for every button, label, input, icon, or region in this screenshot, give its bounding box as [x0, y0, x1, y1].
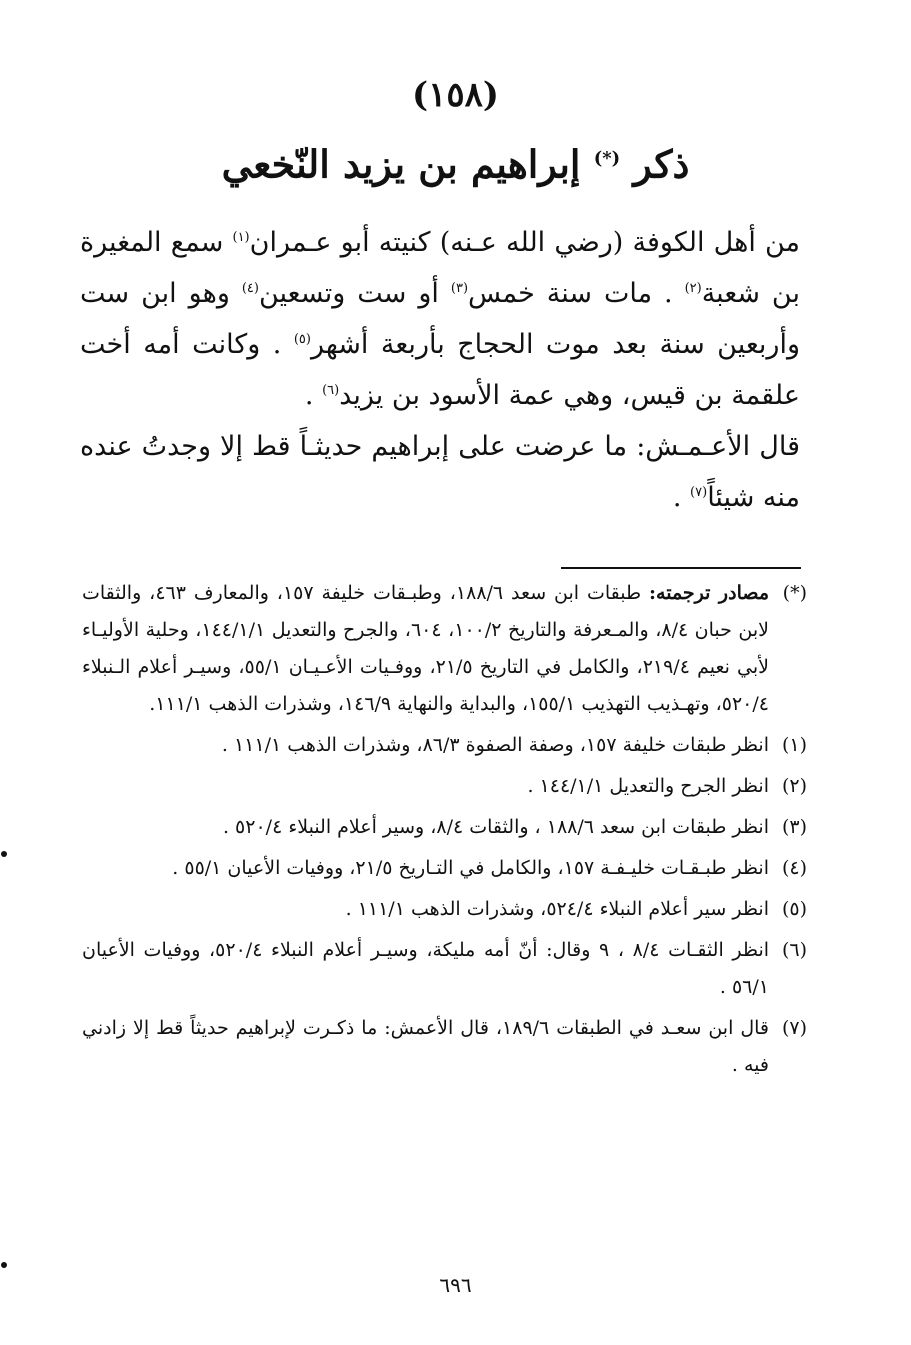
text-run: . وكانت أمه أخت علقمة بن قيس، وهي عمة الأسود بن يزيد: [80, 329, 800, 411]
chapter-number: (١٥٨): [412, 75, 499, 115]
footnote-number: (٦): [781, 939, 807, 961]
text-run: . مات سنة خمس: [468, 278, 685, 309]
footnote-ref-6: (٦): [322, 383, 340, 398]
footnote-text: انظر الثقـات ٨/٤ ، ٩ وقال: أنّ أمه مليكة، وسيـر أعلام النبلاء ٥٢٠/٤، ووفيات الأعيان ٥٦/١ .: [82, 939, 770, 998]
footnote-number: (٤): [781, 857, 807, 879]
footnote-label: مصادر ترجمته:: [649, 582, 770, 604]
footnote-number: (٧): [781, 1017, 807, 1039]
scan-edge-mark: [1, 1262, 7, 1268]
text-run: وهو ابن ست وأربعين سنة بعد موت الحجاج بأربعة أشهر: [80, 278, 801, 360]
footnote-ref-2: (٢): [684, 281, 702, 296]
text-run: .: [672, 482, 691, 513]
text-run: من أهل الكوفة (رضي الله عـنه) كنيته أبو عـمران: [249, 227, 800, 258]
footnote-1: [82, 727, 807, 764]
footnote-number: (٣): [781, 816, 807, 838]
footnote-ref-3: (٣): [450, 281, 469, 296]
footnote-ref-7: (٧): [690, 485, 708, 500]
footnote-number: (١): [781, 734, 807, 756]
footnote-7: [82, 1010, 807, 1084]
footnote-ref-4: (٤): [241, 281, 259, 296]
footnote-6: [82, 932, 807, 1006]
footnote-text: انظر سير أعلام النبلاء ٥٢٤/٤، وشذرات الذهب ١١١/١ .: [345, 898, 769, 920]
page-number: ٦٩٦: [439, 1273, 472, 1297]
footnote-separator: [561, 567, 801, 569]
text-run: قال الأعـمـش: ما عرضت على إبراهيم حديثـاً قط إلا وجدتُ عنده منه شيئاً: [80, 431, 800, 513]
chapter-title: [0, 128, 911, 196]
body-paragraph-1: [80, 215, 800, 419]
footnote-number: (*): [782, 582, 807, 604]
title-name: إبراهيم بن يزيد النّخعي: [221, 141, 581, 187]
title-prefix: ذكر: [633, 141, 690, 187]
footnote-text: انظر طبقات خليفة ١٥٧، وصفة الصفوة ٨٦/٣، وشذرات الذهب ١١١/١ .: [221, 734, 769, 756]
footnote-text: انظر الجرح والتعديل ١٤٤/١/١ .: [527, 775, 769, 797]
footnote-number: (٢): [781, 775, 807, 797]
text-run: .: [304, 380, 323, 411]
title-footnote-mark: (*): [593, 148, 621, 169]
footnote-3: [82, 809, 807, 846]
footnote-text: انظر طبقات ابن سعد ١٨٨/٦ ، والثقات ٨/٤، وسير أعلام النبلاء ٥٢٠/٤ .: [222, 816, 769, 838]
footnote-text: طبقات ابن سعد ١٨٨/٦، وطبـقات خليفة ١٥٧، والمعارف ٤٦٣، والثقات لابن حبان ٨/٤، والمـعرفة والتاريخ ١٠٠/٢، ٦٠٤، والجرح والتعديل ١٤٤/١/١، وحلية الأوليـاء لأبي نعيم ٢١٩/٤، والكامل في التاريخ ٢١/٥، ووفـيات الأعـيـان ٥٥/١، وسيـر أعلام الـنبلاء ٥٢٠/٤، وتهـذيب التهذيب ١٥٥/١، والبداية والنهاية ١٤٦/٩، وشذرات الذهب ١١١/١.: [82, 582, 770, 715]
footnote-5: [82, 891, 807, 928]
text-run: سمع المغيرة بن شعبة: [80, 227, 801, 309]
footnote-4: [82, 850, 807, 887]
footnote-number: (٥): [781, 898, 807, 920]
body-paragraph-2: [80, 424, 800, 521]
scan-edge-mark: [1, 851, 7, 857]
text-run: أو ست وتسعين: [258, 278, 451, 309]
footnote-ref-5: (٥): [293, 332, 311, 347]
footnote-text: قال ابن سعـد في الطبقات ١٨٩/٦، قال الأعمش: ما ذكـرت لإبراهيم حديثاً قط إلا زادني فيه .: [82, 1017, 769, 1076]
footnote-text: انظر طبـقـات خليـفـة ١٥٧، والكامل في التـاريخ ٢١/٥، ووفيات الأعيان ٥٥/١ .: [172, 857, 769, 879]
footnote-ref-1: (١): [232, 230, 250, 245]
footnote-2: [82, 768, 807, 805]
footnotes: [82, 575, 807, 1088]
footnote-sources: [82, 575, 807, 723]
